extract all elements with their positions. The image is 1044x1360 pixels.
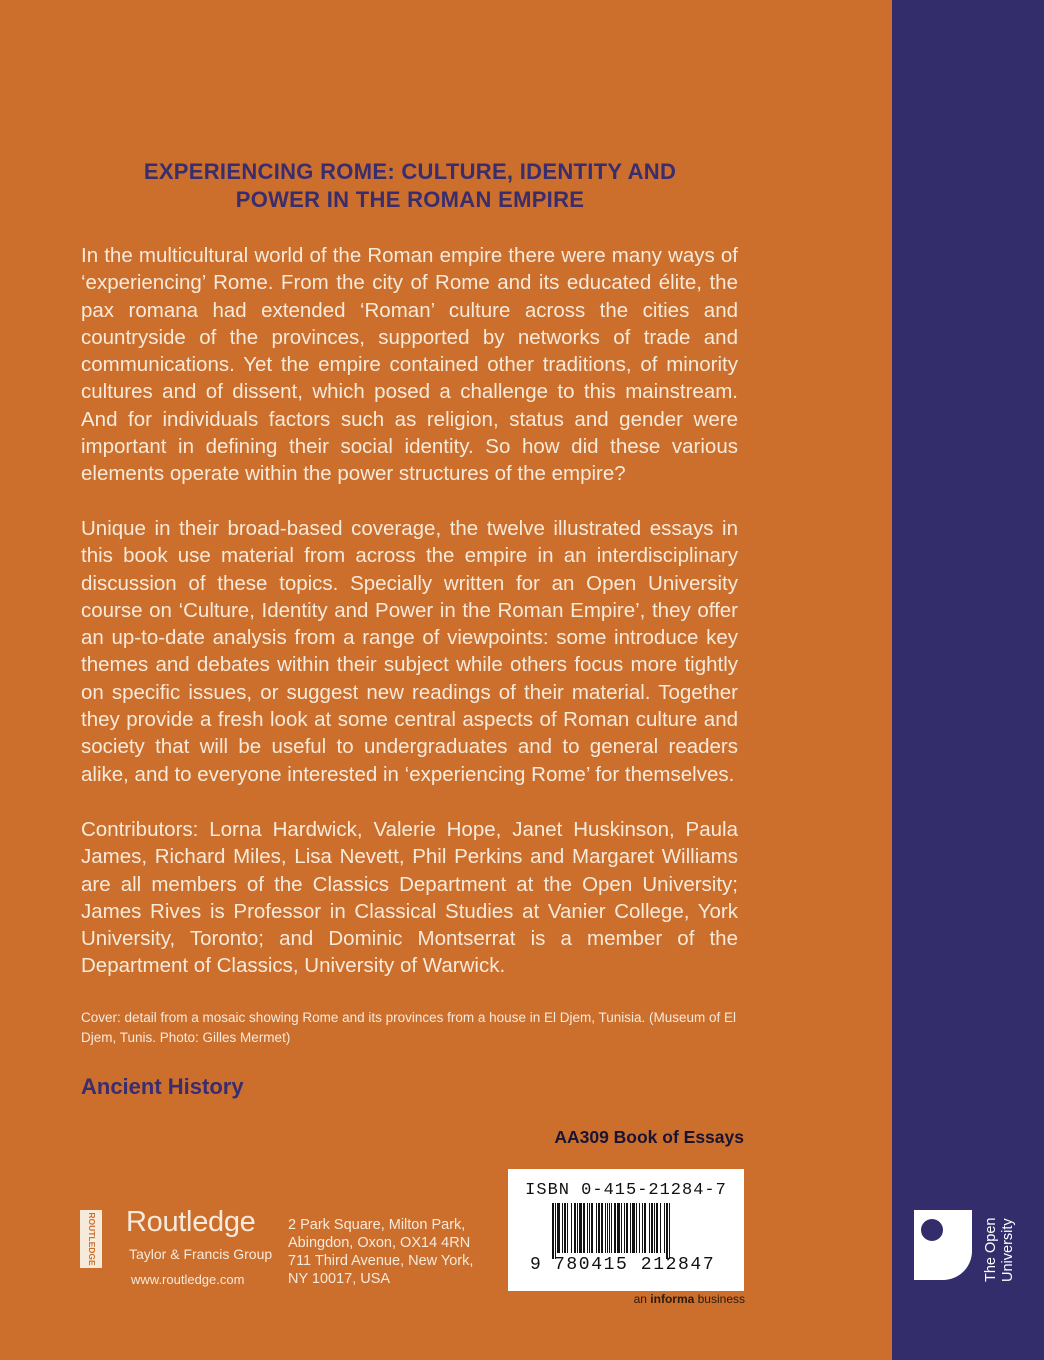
barcode-bar [654, 1203, 655, 1253]
barcode-digit-groups: 780415 212847 [554, 1255, 716, 1275]
barcode-bar [564, 1203, 566, 1253]
barcode-bar [583, 1203, 585, 1253]
barcode-bar [596, 1203, 597, 1253]
publisher-name: Routledge [126, 1206, 256, 1238]
barcode-bar [656, 1203, 658, 1253]
address-line-2: Abingdon, Oxon, OX14 4RN [288, 1235, 471, 1251]
barcode-bar [591, 1203, 593, 1253]
barcode-bar [649, 1203, 650, 1253]
barcode-bar [598, 1203, 600, 1253]
publisher-group: Taylor & Francis Group [129, 1246, 273, 1262]
barcode-first-digit: 9 [530, 1255, 541, 1275]
publisher-address [288, 1216, 473, 1288]
address-line-3: 711 Third Avenue, New York, [288, 1253, 474, 1269]
subject-category: Ancient History [81, 1074, 244, 1099]
informa-prefix: an [633, 1292, 651, 1306]
barcode-bar [624, 1203, 625, 1253]
ou-wordmark-line-2: University [1000, 1218, 1016, 1282]
spine-panel [892, 0, 1044, 1360]
barcode-bar [607, 1203, 608, 1253]
blurb-paragraph-1: In the multicultural world of the Roman empire there were many ways of ‘experiencing’ Rome. From the city of Rome and its educated élite, the pax romana had extended ‘Roman’ culture across the cities and countryside of the provinces, supported by networks of trade and communications. Yet the empire contained other traditions, of minority cultures and of dissent, which posed a challenge to this mainstream. And for individuals factors such as religion, status and gender were important in defining their social identity. So how did these various elements operate within the power structures of the empire? [81, 244, 738, 486]
ou-wordmark-line-1: The Open [983, 1217, 999, 1282]
barcode-bar [666, 1203, 668, 1259]
barcode-bar [587, 1203, 588, 1253]
barcode-bar [642, 1203, 643, 1253]
barcode-bar [636, 1203, 637, 1253]
course-code: AA309 Book of Essays [554, 1127, 744, 1147]
barcode-bar [644, 1203, 646, 1253]
barcode-bar [571, 1203, 572, 1253]
contributors-paragraph: Contributors: Lorna Hardwick, Valerie Hope, Janet Huskinson, Paula James, Richard Miles, Lisa Nevett, Phil Perkins and Margaret Williams are all members of the Classics Department at the Open University; James Rives is Professor in Classical Studies at Vanier College, York University, Toronto; and Dominic Montserrat is a member of the Department of Classics, University of Warwick. [81, 818, 738, 978]
blurb-paragraph-2: Unique in their broad-based coverage, the twelve illustrated essays in this book use material from across the empire in an interdisciplinary discussion of these topics. Specially written for an Open University course on ‘Culture, Identity and Power in the Roman Empire’, they offer an up-to-date analysis from a range of viewpoints: some introduce key themes and debates within their subject while others focus more tightly on specific issues, or suggest new readings of their material. Together they provide a fresh look at some central aspects of Roman culture and society that will be useful to undergraduates and to general readers alike, and to everyone interested in ‘experiencing Rome’ for themselves. [81, 517, 738, 786]
routledge-logo-text: ROUTLEDGE [86, 1212, 97, 1266]
open-university-logo-icon [914, 1210, 972, 1280]
barcode-bar [601, 1203, 603, 1253]
barcode-bar [577, 1203, 578, 1253]
barcode-bar [557, 1203, 560, 1253]
barcode-bar [669, 1203, 670, 1259]
informa-brand: informa [650, 1292, 695, 1306]
cover-caption: Cover: detail from a mosaic showing Rome and its provinces from a house in El Djem, Tunisia. (Museum of El Djem, Tunis. Photo: Gilles Mermet) [81, 1010, 737, 1045]
barcode-bar [552, 1203, 554, 1259]
barcode-bar [567, 1203, 568, 1253]
svg-text:The Open University [983, 1213, 1016, 1282]
barcode-bar [605, 1203, 606, 1253]
book-title-line-2: POWER IN THE ROMAN EMPIRE [235, 187, 585, 212]
barcode-bar [617, 1203, 620, 1253]
barcode-bar [630, 1203, 631, 1253]
isbn-label: ISBN 0-415-21284-7 [525, 1181, 727, 1200]
informa-tagline [600, 1292, 745, 1306]
barcode-bar [632, 1203, 635, 1253]
book-title-line-1: EXPERIENCING ROME: CULTURE, IDENTITY AND [143, 159, 677, 184]
barcode-bar [611, 1203, 612, 1253]
barcode-bar [555, 1203, 556, 1259]
barcode-bar [664, 1203, 665, 1253]
address-line-4: NY 10017, USA [288, 1271, 391, 1287]
informa-suffix: business [694, 1292, 745, 1306]
barcode-bar [626, 1203, 628, 1253]
routledge-logo-icon [80, 1210, 102, 1268]
barcode-bar [660, 1203, 661, 1253]
barcode-bar [621, 1203, 622, 1253]
barcode-bar [639, 1203, 640, 1253]
publisher-website[interactable]: www.routledge.com [131, 1272, 245, 1287]
isbn-barcode [508, 1169, 744, 1291]
barcode-bar [589, 1203, 590, 1253]
barcode-bar [614, 1203, 616, 1253]
barcode-bar [574, 1203, 576, 1253]
address-line-1: 2 Park Square, Milton Park, [288, 1217, 466, 1233]
open-university-wordmark [982, 1212, 1018, 1284]
book-title [80, 158, 740, 214]
barcode-bar [562, 1203, 563, 1253]
barcode-bar [609, 1203, 610, 1253]
barcode-bar [651, 1203, 653, 1253]
barcode-bar [579, 1203, 582, 1253]
